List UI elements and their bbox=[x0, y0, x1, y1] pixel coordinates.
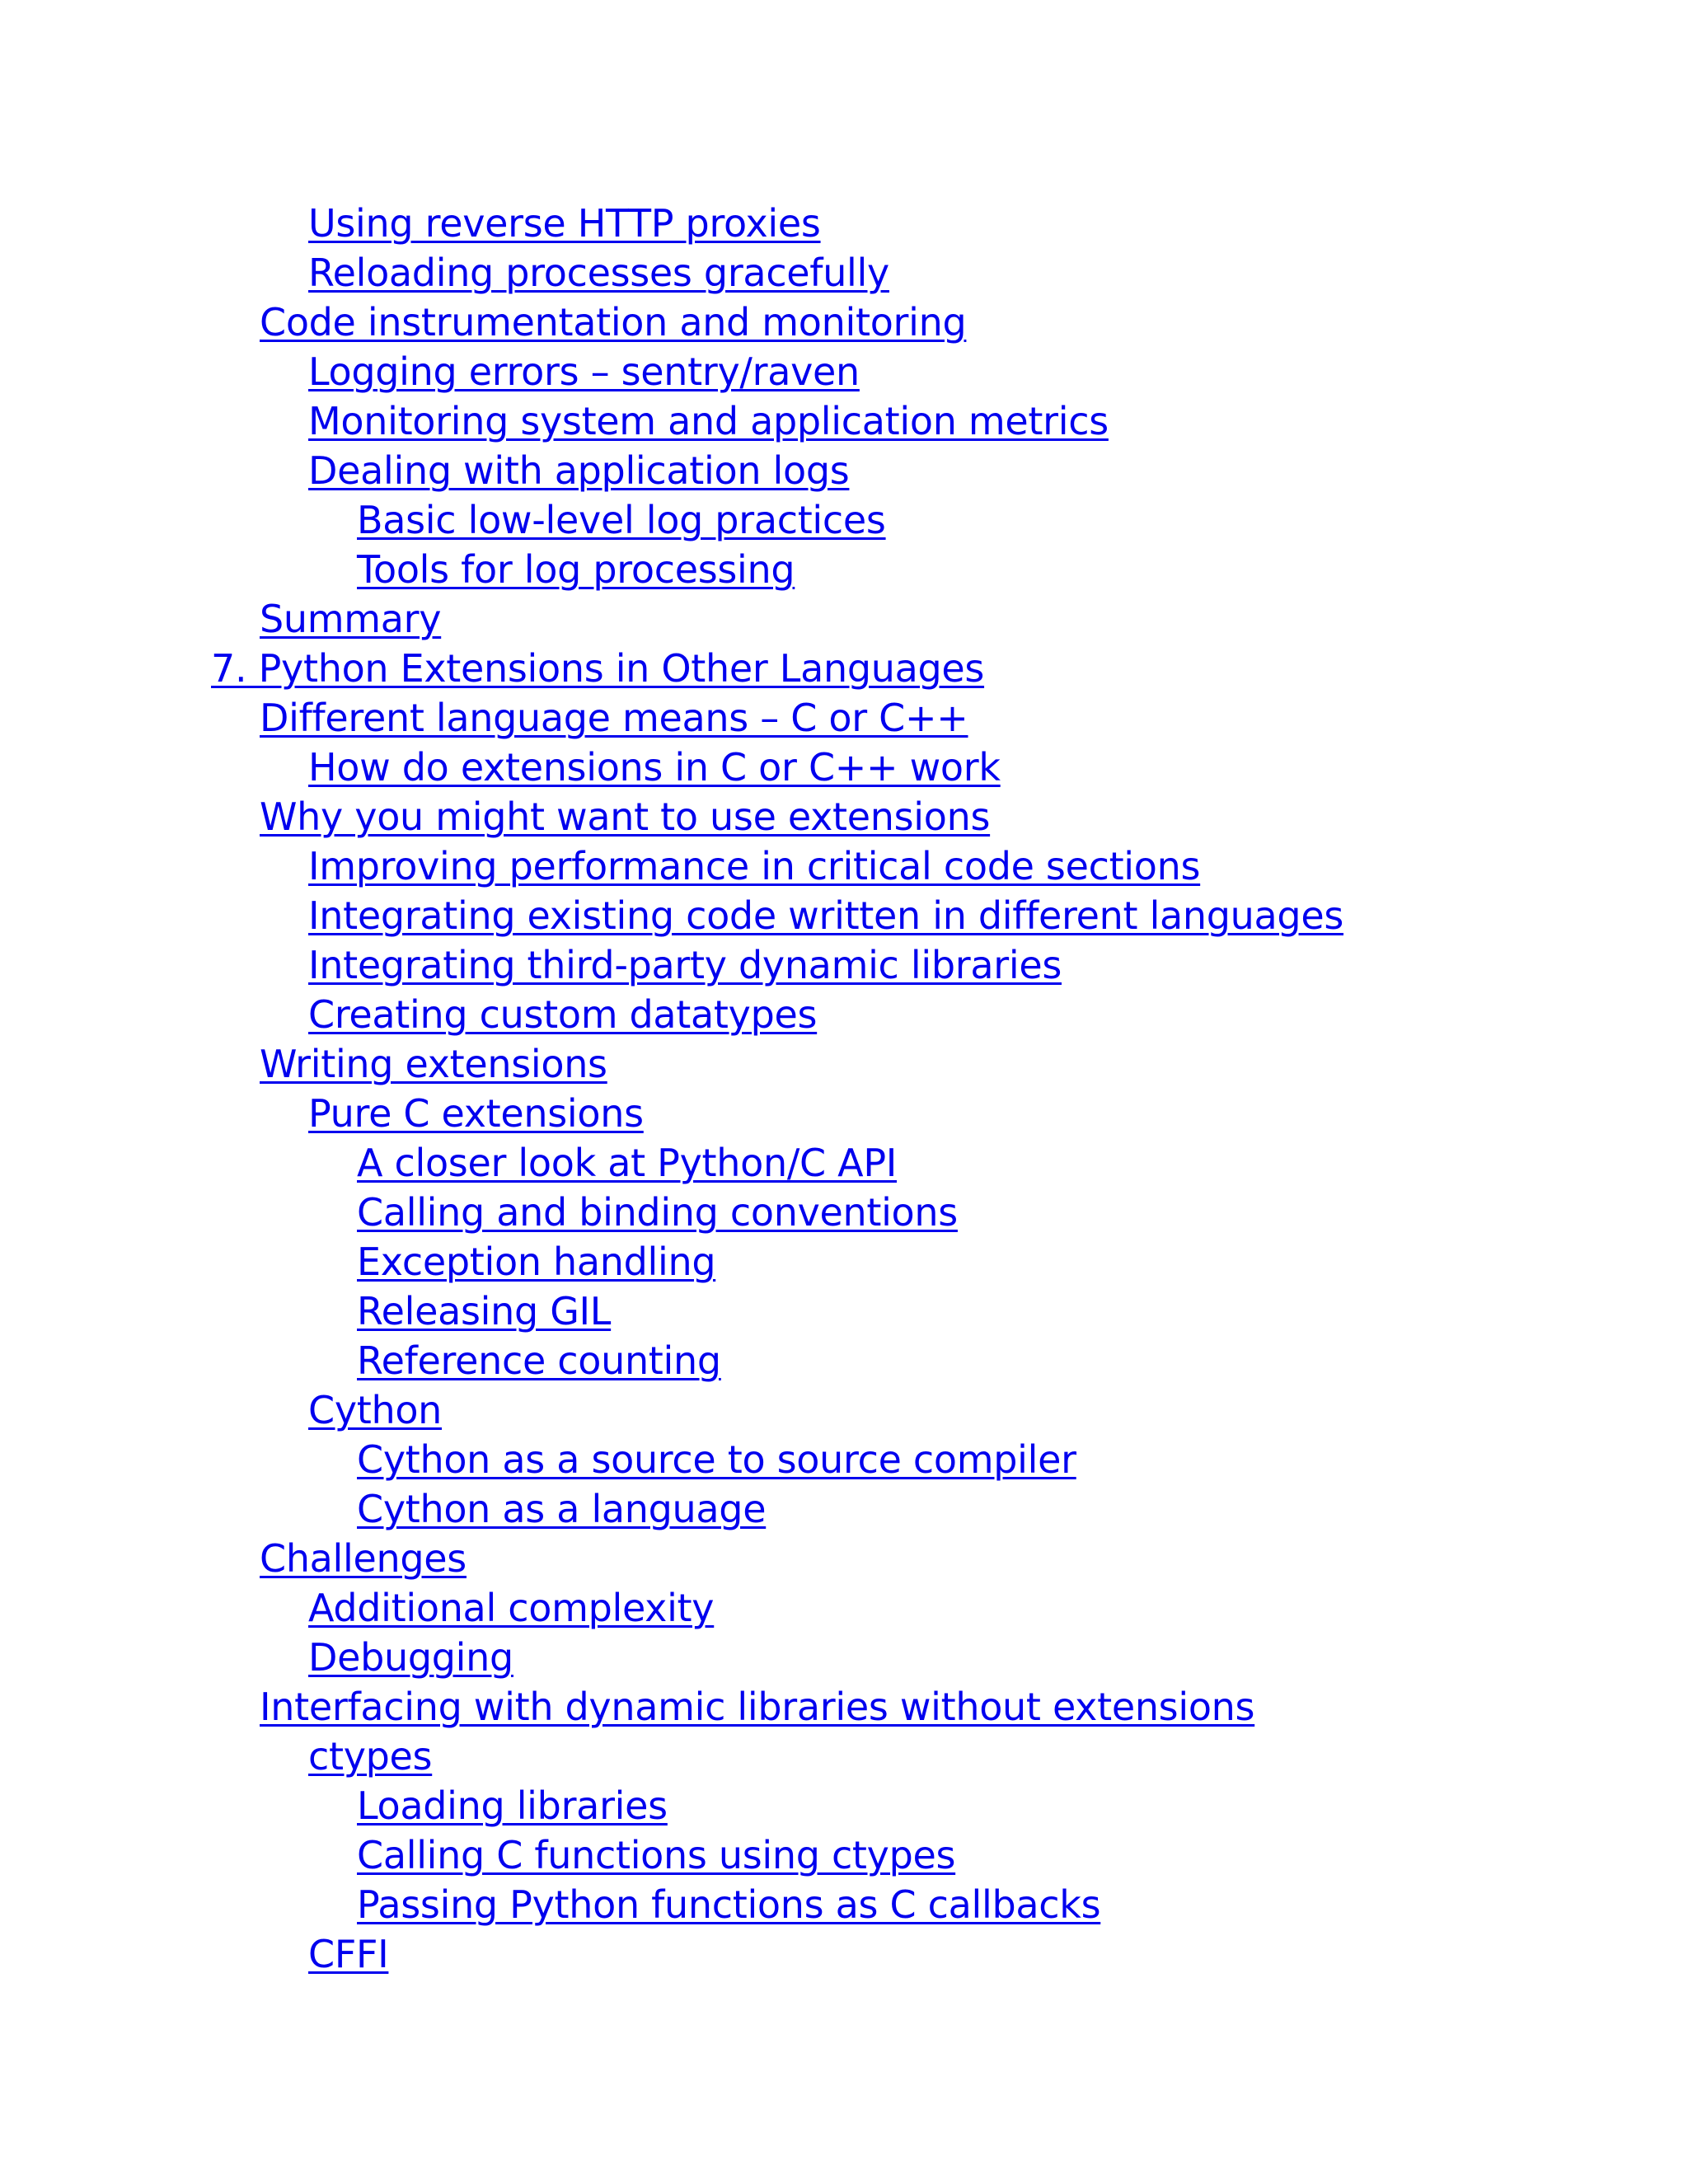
toc-link[interactable]: Cython as a source to source compiler bbox=[357, 1437, 1076, 1482]
toc-link[interactable]: Reloading processes gracefully bbox=[308, 251, 889, 295]
toc-entry bbox=[0, 1435, 1688, 1484]
toc-link[interactable]: Creating custom datatypes bbox=[308, 992, 818, 1037]
toc-entry bbox=[0, 792, 1688, 841]
toc-link[interactable]: A closer look at Python/C API bbox=[357, 1141, 898, 1185]
toc-link[interactable]: Integrating existing code written in different languages bbox=[308, 893, 1343, 938]
toc-link[interactable]: Different language means – C or C++ bbox=[260, 696, 968, 740]
toc-entry bbox=[0, 940, 1688, 990]
toc-entry bbox=[0, 1385, 1688, 1435]
toc-link[interactable]: Interfacing with dynamic libraries without extensions bbox=[260, 1685, 1255, 1729]
toc-entry bbox=[0, 1880, 1688, 1929]
toc-entry bbox=[0, 1484, 1688, 1534]
toc-entry bbox=[0, 1781, 1688, 1830]
toc-link[interactable]: Loading libraries bbox=[357, 1783, 668, 1828]
toc-entry bbox=[0, 545, 1688, 594]
toc-link[interactable]: Basic low-level log practices bbox=[357, 498, 886, 542]
toc-link[interactable]: Calling and binding conventions bbox=[357, 1190, 958, 1235]
toc-link[interactable]: Monitoring system and application metrics bbox=[308, 399, 1109, 443]
toc-link[interactable]: Writing extensions bbox=[260, 1042, 607, 1086]
toc-link[interactable]: Improving performance in critical code sections bbox=[308, 844, 1201, 888]
table-of-contents bbox=[0, 199, 1688, 1979]
toc-entry bbox=[0, 594, 1688, 644]
toc-link[interactable]: Dealing with application logs bbox=[308, 448, 850, 493]
toc-entry bbox=[0, 1089, 1688, 1138]
toc-link[interactable]: Releasing GIL bbox=[357, 1289, 612, 1333]
toc-link[interactable]: Passing Python functions as C callbacks bbox=[357, 1882, 1101, 1927]
toc-link[interactable]: Pure C extensions bbox=[308, 1091, 644, 1136]
toc-entry bbox=[0, 1682, 1688, 1732]
toc-link[interactable]: Logging errors – sentry/raven bbox=[308, 349, 860, 394]
toc-entry bbox=[0, 1732, 1688, 1781]
toc-link[interactable]: Calling C functions using ctypes bbox=[357, 1833, 956, 1877]
toc-entry bbox=[0, 298, 1688, 347]
toc-link[interactable]: How do extensions in C or C++ work bbox=[308, 745, 1001, 790]
toc-link[interactable]: Reference counting bbox=[357, 1338, 721, 1383]
toc-entry bbox=[0, 891, 1688, 940]
toc-entry bbox=[0, 347, 1688, 396]
toc-link[interactable]: Integrating third-party dynamic libraries bbox=[308, 943, 1062, 987]
toc-entry bbox=[0, 1583, 1688, 1633]
toc-entry bbox=[0, 199, 1688, 248]
toc-entry bbox=[0, 1188, 1688, 1237]
toc-link[interactable]: Debugging bbox=[308, 1635, 513, 1680]
toc-link[interactable]: 7. Python Extensions in Other Languages bbox=[211, 646, 985, 691]
toc-entry bbox=[0, 990, 1688, 1039]
toc-link[interactable]: Using reverse HTTP proxies bbox=[308, 201, 821, 246]
toc-entry bbox=[0, 396, 1688, 446]
toc-link[interactable]: Code instrumentation and monitoring bbox=[260, 300, 967, 344]
toc-entry bbox=[0, 1633, 1688, 1682]
toc-link[interactable]: Challenges bbox=[260, 1536, 467, 1581]
toc-entry bbox=[0, 1830, 1688, 1880]
toc-entry bbox=[0, 495, 1688, 545]
toc-link[interactable]: Tools for log processing bbox=[357, 547, 795, 592]
toc-link[interactable]: CFFI bbox=[308, 1932, 389, 1976]
toc-entry bbox=[0, 743, 1688, 792]
toc-entry bbox=[0, 1286, 1688, 1336]
toc-entry bbox=[0, 1929, 1688, 1979]
toc-entry bbox=[0, 446, 1688, 495]
toc-entry bbox=[0, 1237, 1688, 1286]
toc-link[interactable]: Exception handling bbox=[357, 1240, 716, 1284]
toc-link[interactable]: Summary bbox=[260, 597, 442, 641]
toc-entry bbox=[0, 1534, 1688, 1583]
toc-link[interactable]: Why you might want to use extensions bbox=[260, 794, 991, 839]
toc-link[interactable]: Additional complexity bbox=[308, 1586, 715, 1630]
toc-link[interactable]: Cython as a language bbox=[357, 1487, 767, 1531]
toc-entry bbox=[0, 841, 1688, 891]
toc-entry bbox=[0, 1138, 1688, 1188]
toc-entry bbox=[0, 248, 1688, 298]
toc-link[interactable]: Cython bbox=[308, 1388, 443, 1432]
toc-entry bbox=[0, 1039, 1688, 1089]
toc-entry bbox=[0, 644, 1688, 693]
toc-entry bbox=[0, 1336, 1688, 1385]
toc-link[interactable]: ctypes bbox=[308, 1734, 433, 1779]
toc-entry bbox=[0, 693, 1688, 743]
